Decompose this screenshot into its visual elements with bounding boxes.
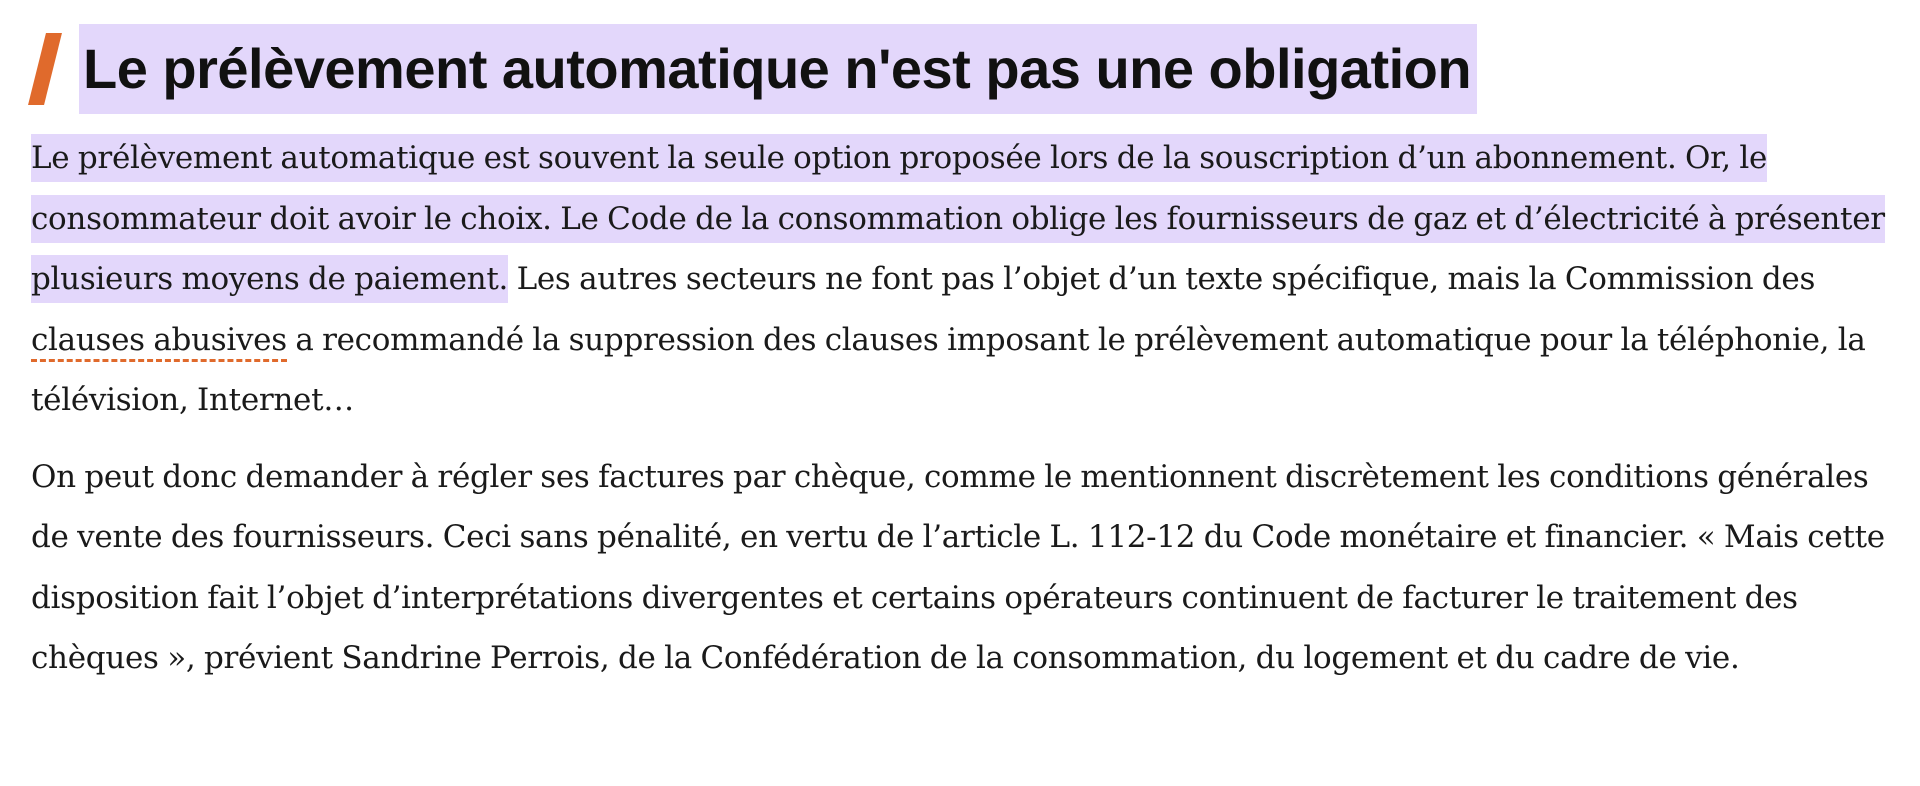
highlighted-text: Le prélèvement automatique est souvent la seule option proposée lors de la souscription d’un abonnement. Or, le consommateur doit avoir le choix. Le Code de la consommation oblige les fournisseurs de gaz et d’électricité à présenter plusieurs moyens de paiement. xyxy=(31,134,1885,303)
paragraph-1-text: Les autres secteurs ne font pas l’objet d’un texte spécifique, mais la Commission des xyxy=(508,261,1816,297)
paragraph-2: On peut donc demander à régler ses factures par chèque, comme le mentionnent discrètement les conditions générales de vente des fournisseurs. Ceci sans pénalité, en vertu de l’article L. 112-12 du Code monétaire et financier. « Mais cette disposition fait l’objet d’interprétations divergentes et certains opérateurs continuent de facturer le traitement des chèques », prévient Sandrine Perrois, de la Confédération de la consommation, du logement et du cadre de vie. xyxy=(31,458,1885,676)
section-header xyxy=(31,24,1901,114)
section-title: Le prélèvement automatique n'est pas une obligation xyxy=(79,24,1477,114)
paragraph-1 xyxy=(31,128,1901,431)
paragraph-1-text-end: a recommandé la suppression des clauses imposant le prélèvement automatique pour la téléphonie, la télévision, Internet… xyxy=(31,321,1866,418)
accent-bar xyxy=(28,33,62,105)
article xyxy=(31,24,1901,689)
clauses-abusives-link[interactable]: clauses abusives xyxy=(31,322,287,362)
